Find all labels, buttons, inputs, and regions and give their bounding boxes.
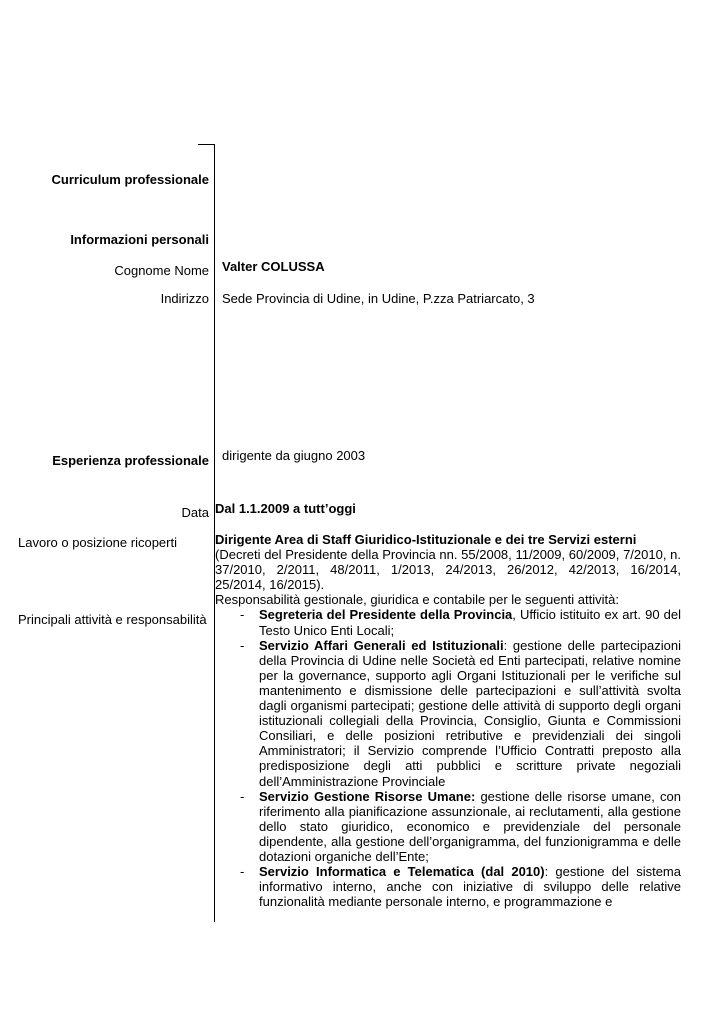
activity-title: Servizio Affari Generali ed Istituzionali [259,637,504,653]
name-label: Cognome Nome [114,263,209,278]
list-item [215,607,681,637]
activity-title: Servizio Gestione Risorse Umane: [259,788,476,804]
role-decrees: (Decreti del Presidente della Provincia nn. 55/2008, 11/2009, 60/2009, 7/2010, n. 37/2010, 2/2011, 48/2011, 1/2013, 24/2013, 26/2012, 42/2013, 16/2014, 25/2014, 16/2015). [215,547,681,593]
section-personal-info: Informazioni personali [70,232,209,247]
responsibility-intro: Responsabilità gestionale, giuridica e contabile per le seguenti attività: [215,592,619,608]
activity-text: : gestione del sistema informativo interno, anche con iniziative di sviluppo delle relative funzionalità mediante personale interno, e programmazione e [259,864,681,910]
role-title: Dirigente Area di Staff Giuridico-Istituzionale e dei tre Servizi esterni [215,532,637,547]
date-value: Dal 1.1.2009 a tutt’oggi [215,501,356,516]
experience-summary: dirigente da giugno 2003 [222,448,366,463]
address-label: Indirizzo [160,291,209,306]
activities-list [215,607,681,909]
name-value: Valter COLUSSA [222,259,325,274]
bullet-dash: - [240,607,245,623]
bullet-dash: - [240,788,245,804]
divider-top-tick [198,144,214,145]
activity-text: gestione delle risorse umane, con riferimento alla pianificazione assunzionale, ai reclutamenti, alla gestione dello stato giuridico, economico e previdenziale del personale dipendente, alla gestione dell’organigramma, del funzionigramma e delle dotazioni organiche dell’Ente; [259,788,681,864]
activity-text: : gestione delle partecipazioni della Provincia di Udine nelle Società ed Enti partecipati, relative nomine per la governance, supporto agli Organi Istituzionali per le verifiche sul mantenimento e dismissione delle partecipazioni e sull’attività svolta dagli organismi partecipati; gestione delle attività di supporto degli organi istituzionali collegiali della Provincia, Consiglio, Giunta e Commissioni Consiliari, e delle posizioni retributive e previdenziali dei singoli Amministratori; il Servizio comprende l’Ufficio Contratti preposto alla predisposizione degli atti pubblici e scritture private negoziali dell’Amministrazione Provinciale [259,637,681,789]
activity-title: Servizio Informatica e Telematica (dal 2010) [259,864,545,880]
list-item [215,789,681,864]
role-label: Lavoro o posizione ricoperti [18,535,177,550]
activity-title: Segreteria del Presidente della Provincia [259,607,513,623]
activities-label: Principali attività e responsabilità [18,612,207,627]
cv-title: Curriculum professionale [51,172,209,187]
list-item [215,638,681,789]
section-experience: Esperienza professionale [52,453,209,468]
bullet-dash: - [240,637,245,653]
experience-detail [215,532,681,909]
activity-text: , Ufficio istituito ex art. 90 del Testo Unico Enti Locali; [259,607,681,638]
list-item [215,864,681,909]
date-label: Data [181,505,209,520]
address-value: Sede Provincia di Udine, in Udine, P.zza Patriarcato, 3 [222,291,535,306]
bullet-dash: - [240,864,245,880]
